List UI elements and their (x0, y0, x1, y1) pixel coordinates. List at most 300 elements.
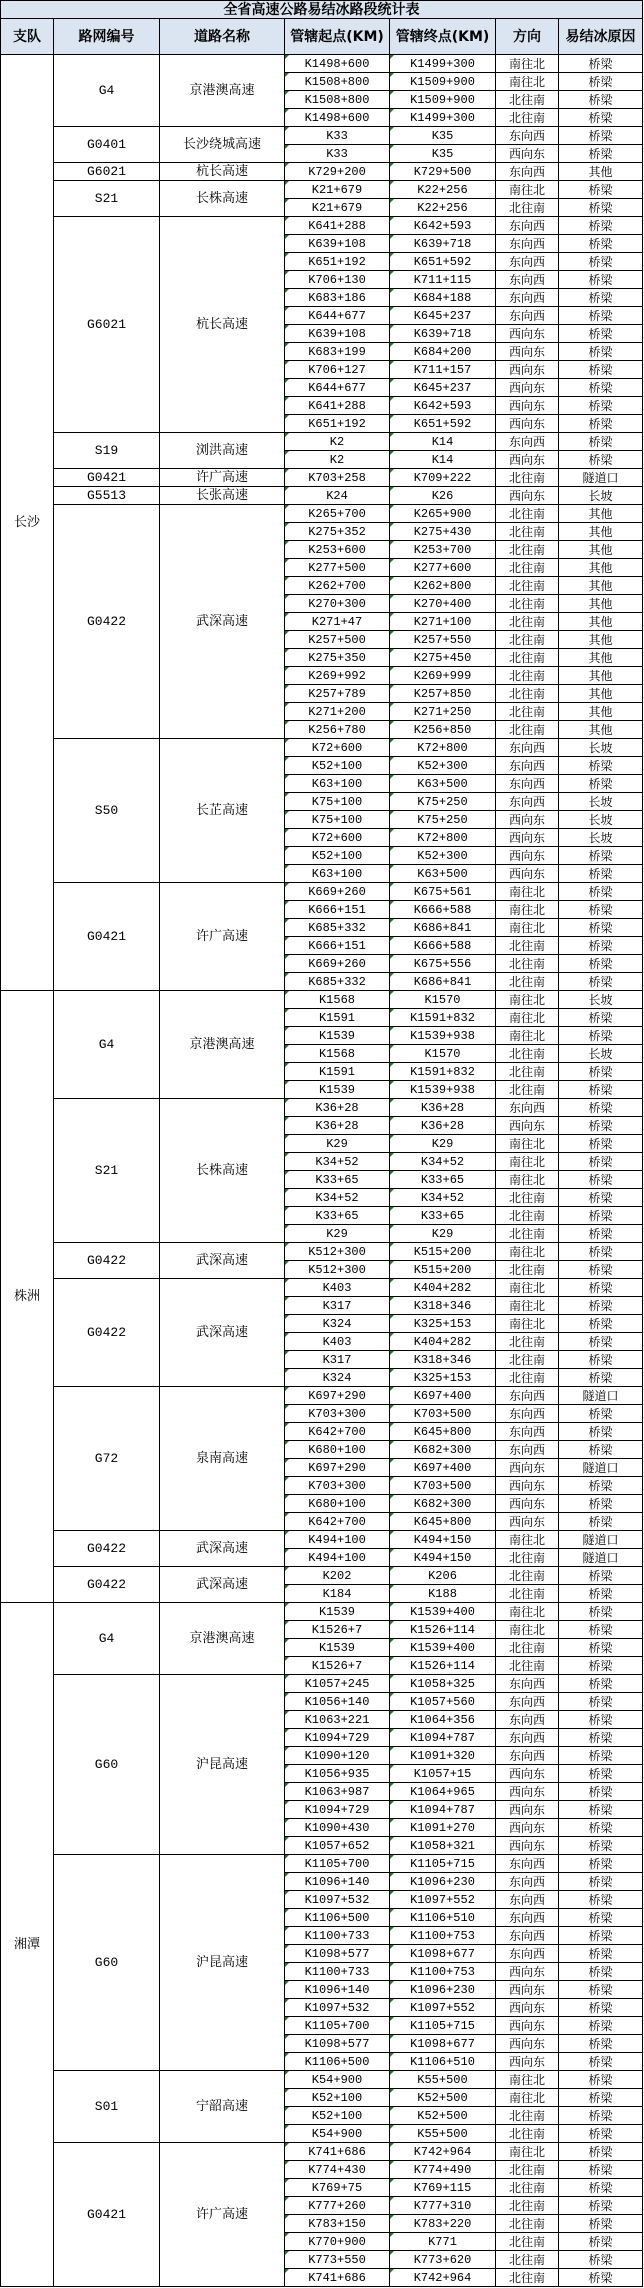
direction-cell: 东向西 (496, 1693, 559, 1711)
direction-cell: 东向西 (496, 1729, 559, 1747)
direction-cell: 西向东 (496, 397, 559, 415)
start-km-cell: K317 (285, 1297, 390, 1315)
icing-reason-cell: 桥梁 (559, 1261, 643, 1279)
direction-cell: 北往南 (496, 595, 559, 613)
detachment-cell: 湘潭 (1, 1603, 54, 2287)
direction-cell: 南往北 (496, 991, 559, 1009)
icing-reason-cell: 桥梁 (559, 973, 643, 991)
direction-cell: 北往南 (496, 721, 559, 739)
start-km-cell: K1498+600 (285, 109, 390, 127)
start-km-cell: K54+900 (285, 2071, 390, 2089)
icing-reason-cell: 桥梁 (559, 1891, 643, 1909)
icing-reason-cell: 桥梁 (559, 1477, 643, 1495)
icing-reason-cell: 桥梁 (559, 1981, 643, 1999)
icing-reason-cell: 桥梁 (559, 2107, 643, 2125)
direction-cell: 西向东 (496, 1999, 559, 2017)
start-km-cell: K1105+700 (285, 2017, 390, 2035)
direction-cell: 南往北 (496, 2089, 559, 2107)
icing-reason-cell: 桥梁 (559, 1585, 643, 1603)
direction-cell: 东向西 (496, 1891, 559, 1909)
start-km-cell: K1539 (285, 1639, 390, 1657)
icing-reason-cell: 其他 (559, 685, 643, 703)
start-km-cell: K275+350 (285, 649, 390, 667)
direction-cell: 北往南 (496, 2197, 559, 2215)
start-km-cell: K36+28 (285, 1099, 390, 1117)
start-km-cell: K703+300 (285, 1477, 390, 1495)
direction-cell: 北往南 (496, 1045, 559, 1063)
end-km-cell: K1539+938 (390, 1027, 496, 1045)
start-km-cell: K2 (285, 433, 390, 451)
direction-cell: 北往南 (496, 469, 559, 487)
start-km-cell: K21+679 (285, 199, 390, 217)
icing-reason-cell: 桥梁 (559, 181, 643, 199)
icing-reason-cell: 桥梁 (559, 1567, 643, 1585)
direction-cell: 西向东 (496, 1981, 559, 1999)
start-km-cell: K706+127 (285, 361, 390, 379)
end-km-cell: K703+500 (390, 1477, 496, 1495)
end-km-cell: K645+800 (390, 1513, 496, 1531)
header-route-code: 路网编号 (54, 19, 160, 55)
start-km-cell: K494+100 (285, 1531, 390, 1549)
icing-reason-cell: 其他 (559, 631, 643, 649)
end-km-cell: K1057+15 (390, 1765, 496, 1783)
route-code-cell: G0422 (54, 1531, 160, 1567)
start-km-cell: K63+100 (285, 775, 390, 793)
start-km-cell: K1063+987 (285, 1783, 390, 1801)
route-code-cell: G0422 (54, 1567, 160, 1603)
road-name-cell: 京港澳高速 (160, 55, 285, 127)
end-km-cell: K639+718 (390, 325, 496, 343)
direction-cell: 北往南 (496, 541, 559, 559)
road-name-cell: 武深高速 (160, 1531, 285, 1567)
end-km-cell: K1064+965 (390, 1783, 496, 1801)
icing-reason-cell: 桥梁 (559, 55, 643, 73)
icing-reason-cell: 桥梁 (559, 2161, 643, 2179)
end-km-cell: K1097+552 (390, 1999, 496, 2017)
end-km-cell: K1096+230 (390, 1873, 496, 1891)
start-km-cell: K741+686 (285, 2143, 390, 2161)
end-km-cell: K26 (390, 487, 496, 505)
direction-cell: 北往南 (496, 577, 559, 595)
end-km-cell: K325+153 (390, 1369, 496, 1387)
icing-reason-cell: 桥梁 (559, 1783, 643, 1801)
icing-reason-cell: 隧道口 (559, 1459, 643, 1477)
end-km-cell: K55+500 (390, 2125, 496, 2143)
start-km-cell: K1539 (285, 1603, 390, 1621)
direction-cell: 南往北 (496, 1621, 559, 1639)
start-km-cell: K72+600 (285, 829, 390, 847)
start-km-cell: K1106+500 (285, 2053, 390, 2071)
icing-reason-cell: 桥梁 (559, 2215, 643, 2233)
road-name-cell: 长株高速 (160, 1099, 285, 1243)
start-km-cell: K1100+733 (285, 1963, 390, 1981)
start-km-cell: K1097+532 (285, 1999, 390, 2017)
end-km-cell: K52+300 (390, 757, 496, 775)
road-name-cell: 京港澳高速 (160, 991, 285, 1099)
direction-cell: 东向西 (496, 1945, 559, 1963)
end-km-cell: K262+800 (390, 577, 496, 595)
end-km-cell: K52+500 (390, 2107, 496, 2125)
direction-cell: 东向西 (496, 757, 559, 775)
end-km-cell: K22+256 (390, 199, 496, 217)
start-km-cell: K666+151 (285, 901, 390, 919)
direction-cell: 南往北 (496, 181, 559, 199)
start-km-cell: K257+789 (285, 685, 390, 703)
start-km-cell: K729+200 (285, 163, 390, 181)
icing-reason-cell: 桥梁 (559, 1945, 643, 1963)
icing-reason-cell: 桥梁 (559, 1009, 643, 1027)
start-km-cell: K1094+729 (285, 1801, 390, 1819)
direction-cell: 北往南 (496, 109, 559, 127)
end-km-cell: K642+593 (390, 217, 496, 235)
route-code-cell: G72 (54, 1387, 160, 1531)
end-km-cell: K515+200 (390, 1243, 496, 1261)
header-start-km: 管辖起点(KM) (285, 19, 390, 55)
start-km-cell: K63+100 (285, 865, 390, 883)
icing-reason-cell: 桥梁 (559, 127, 643, 145)
end-km-cell: K686+841 (390, 973, 496, 991)
end-km-cell: K34+52 (390, 1189, 496, 1207)
end-km-cell: K325+153 (390, 1315, 496, 1333)
direction-cell: 南往北 (496, 1297, 559, 1315)
end-km-cell: K404+282 (390, 1279, 496, 1297)
start-km-cell: K257+500 (285, 631, 390, 649)
direction-cell: 北往南 (496, 2233, 559, 2251)
icing-reason-cell: 桥梁 (559, 2125, 643, 2143)
end-km-cell: K1094+787 (390, 1729, 496, 1747)
icing-reason-cell: 桥梁 (559, 253, 643, 271)
route-code-cell: G4 (54, 1603, 160, 1675)
start-km-cell: K683+186 (285, 289, 390, 307)
end-km-cell: K1091+320 (390, 1747, 496, 1765)
icing-reason-cell: 桥梁 (559, 1837, 643, 1855)
start-km-cell: K769+75 (285, 2179, 390, 2197)
direction-cell: 南往北 (496, 1009, 559, 1027)
start-km-cell: K697+290 (285, 1459, 390, 1477)
end-km-cell: K318+346 (390, 1351, 496, 1369)
road-name-cell: 长株高速 (160, 181, 285, 217)
icing-reason-cell: 桥梁 (559, 217, 643, 235)
road-name-cell: 长芷高速 (160, 739, 285, 883)
end-km-cell: K742+964 (390, 2269, 496, 2287)
start-km-cell: K33+65 (285, 1207, 390, 1225)
start-km-cell: K1090+120 (285, 1747, 390, 1765)
direction-cell: 东向西 (496, 289, 559, 307)
start-km-cell: K680+100 (285, 1441, 390, 1459)
icing-reason-cell: 桥梁 (559, 451, 643, 469)
direction-cell: 西向东 (496, 1477, 559, 1495)
direction-cell: 北往南 (496, 1585, 559, 1603)
end-km-cell: K777+310 (390, 2197, 496, 2215)
direction-cell: 北往南 (496, 703, 559, 721)
start-km-cell: K1539 (285, 1027, 390, 1045)
end-km-cell: K642+593 (390, 397, 496, 415)
direction-cell: 西向东 (496, 811, 559, 829)
end-km-cell: K1591+832 (390, 1009, 496, 1027)
start-km-cell: K52+100 (285, 757, 390, 775)
icing-reason-cell: 桥梁 (559, 1405, 643, 1423)
end-km-cell: K29 (390, 1135, 496, 1153)
end-km-cell: K1058+321 (390, 1837, 496, 1855)
icing-reason-cell: 其他 (559, 667, 643, 685)
direction-cell: 西向东 (496, 2017, 559, 2035)
end-km-cell: K1499+300 (390, 55, 496, 73)
end-km-cell: K75+250 (390, 793, 496, 811)
start-km-cell: K641+288 (285, 397, 390, 415)
header-end-km: 管辖终点(KM) (390, 19, 496, 55)
direction-cell: 东向西 (496, 127, 559, 145)
end-km-cell: K1539+400 (390, 1603, 496, 1621)
direction-cell: 北往南 (496, 2215, 559, 2233)
route-code-cell: G6021 (54, 217, 160, 433)
start-km-cell: K184 (285, 1585, 390, 1603)
direction-cell: 西向东 (496, 1819, 559, 1837)
road-name-cell: 京港澳高速 (160, 1603, 285, 1675)
icing-reason-cell: 桥梁 (559, 343, 643, 361)
start-km-cell: K1094+729 (285, 1729, 390, 1747)
direction-cell: 西向东 (496, 325, 559, 343)
end-km-cell: K271+250 (390, 703, 496, 721)
road-name-cell: 杭长高速 (160, 217, 285, 433)
route-code-cell: G0421 (54, 883, 160, 991)
icing-reason-cell: 其他 (559, 505, 643, 523)
icing-reason-cell: 桥梁 (559, 1369, 643, 1387)
icing-reason-cell: 桥梁 (559, 1315, 643, 1333)
icing-reason-cell: 其他 (559, 577, 643, 595)
direction-cell: 南往北 (496, 1603, 559, 1621)
icing-reason-cell: 隧道口 (559, 469, 643, 487)
end-km-cell: K1105+715 (390, 2017, 496, 2035)
direction-cell: 北往南 (496, 973, 559, 991)
icing-reason-cell: 桥梁 (559, 1063, 643, 1081)
direction-cell: 东向西 (496, 739, 559, 757)
road-name-cell: 长沙绕城高速 (160, 127, 285, 163)
end-km-cell: K1539+938 (390, 1081, 496, 1099)
end-km-cell: K1591+832 (390, 1063, 496, 1081)
direction-cell: 东向西 (496, 1927, 559, 1945)
end-km-cell: K1570 (390, 1045, 496, 1063)
end-km-cell: K404+282 (390, 1333, 496, 1351)
direction-cell: 北往南 (496, 613, 559, 631)
end-km-cell: K1094+787 (390, 1801, 496, 1819)
icing-reason-cell: 桥梁 (559, 901, 643, 919)
direction-cell: 北往南 (496, 1063, 559, 1081)
icing-reason-cell: 隧道口 (559, 1387, 643, 1405)
road-name-cell: 杭长高速 (160, 163, 285, 181)
direction-cell: 东向西 (496, 1423, 559, 1441)
icing-reason-cell: 桥梁 (559, 955, 643, 973)
end-km-cell: K1105+715 (390, 1855, 496, 1873)
direction-cell: 南往北 (496, 55, 559, 73)
start-km-cell: K642+700 (285, 1513, 390, 1531)
icing-reason-cell: 桥梁 (559, 271, 643, 289)
end-km-cell: K52+300 (390, 847, 496, 865)
start-km-cell: K669+260 (285, 955, 390, 973)
direction-cell: 南往北 (496, 1171, 559, 1189)
icing-reason-cell: 桥梁 (559, 1135, 643, 1153)
direction-cell: 东向西 (496, 271, 559, 289)
end-km-cell: K1058+325 (390, 1675, 496, 1693)
direction-cell: 东向西 (496, 1441, 559, 1459)
icing-reason-cell: 桥梁 (559, 1171, 643, 1189)
end-km-cell: K63+500 (390, 865, 496, 883)
icing-reason-cell: 桥梁 (559, 2017, 643, 2035)
end-km-cell: K651+592 (390, 253, 496, 271)
icing-reason-cell: 其他 (559, 721, 643, 739)
direction-cell: 东向西 (496, 163, 559, 181)
route-code-cell: G6021 (54, 163, 160, 181)
icing-reason-cell: 桥梁 (559, 1423, 643, 1441)
end-km-cell: K783+220 (390, 2215, 496, 2233)
end-km-cell: K709+222 (390, 469, 496, 487)
icing-reason-cell: 桥梁 (559, 937, 643, 955)
end-km-cell: K72+800 (390, 739, 496, 757)
end-km-cell: K1539+400 (390, 1639, 496, 1657)
start-km-cell: K1090+430 (285, 1819, 390, 1837)
end-km-cell: K682+300 (390, 1441, 496, 1459)
icing-reason-cell: 桥梁 (559, 1279, 643, 1297)
end-km-cell: K1526+114 (390, 1657, 496, 1675)
start-km-cell: K2 (285, 451, 390, 469)
direction-cell: 北往南 (496, 2251, 559, 2269)
start-km-cell: K641+288 (285, 217, 390, 235)
start-km-cell: K1098+577 (285, 1945, 390, 1963)
end-km-cell: K515+200 (390, 1261, 496, 1279)
icing-reason-cell: 桥梁 (559, 1927, 643, 1945)
direction-cell: 南往北 (496, 2143, 559, 2161)
detachment-cell: 株洲 (1, 991, 54, 1603)
road-name-cell: 许广高速 (160, 2143, 285, 2287)
direction-cell: 北往南 (496, 505, 559, 523)
direction-cell: 西向东 (496, 1783, 559, 1801)
end-km-cell: K35 (390, 145, 496, 163)
end-km-cell: K1064+356 (390, 1711, 496, 1729)
end-km-cell: K697+400 (390, 1459, 496, 1477)
icing-reason-cell: 桥梁 (559, 1801, 643, 1819)
direction-cell: 西向东 (496, 847, 559, 865)
end-km-cell: K711+115 (390, 271, 496, 289)
start-km-cell: K651+192 (285, 415, 390, 433)
end-km-cell: K277+600 (390, 559, 496, 577)
icing-reason-cell: 桥梁 (559, 397, 643, 415)
direction-cell: 东向西 (496, 1675, 559, 1693)
end-km-cell: K271+100 (390, 613, 496, 631)
icing-reason-cell: 桥梁 (559, 1819, 643, 1837)
direction-cell: 东向西 (496, 433, 559, 451)
start-km-cell: K324 (285, 1369, 390, 1387)
end-km-cell: K666+588 (390, 901, 496, 919)
direction-cell: 北往南 (496, 2125, 559, 2143)
start-km-cell: K512+300 (285, 1261, 390, 1279)
end-km-cell: K742+964 (390, 2143, 496, 2161)
icing-reason-cell: 桥梁 (559, 2089, 643, 2107)
end-km-cell: K253+700 (390, 541, 496, 559)
start-km-cell: K262+700 (285, 577, 390, 595)
direction-cell: 西向东 (496, 865, 559, 883)
end-km-cell: K256+850 (390, 721, 496, 739)
icing-reason-cell: 桥梁 (559, 1693, 643, 1711)
direction-cell: 南往北 (496, 73, 559, 91)
end-km-cell: K1526+114 (390, 1621, 496, 1639)
icing-reason-cell: 桥梁 (559, 1603, 643, 1621)
end-km-cell: K257+850 (390, 685, 496, 703)
end-km-cell: K769+115 (390, 2179, 496, 2197)
direction-cell: 北往南 (496, 2107, 559, 2125)
end-km-cell: K1097+552 (390, 1891, 496, 1909)
direction-cell: 北往南 (496, 1333, 559, 1351)
road-name-cell: 宁韶高速 (160, 2071, 285, 2143)
end-km-cell: K34+52 (390, 1153, 496, 1171)
start-km-cell: K271+200 (285, 703, 390, 721)
icing-reason-cell: 桥梁 (559, 1099, 643, 1117)
direction-cell: 北往南 (496, 2179, 559, 2197)
route-code-cell: G0422 (54, 1243, 160, 1279)
start-km-cell: K75+100 (285, 811, 390, 829)
icing-reason-cell: 桥梁 (559, 91, 643, 109)
icing-reason-cell: 桥梁 (559, 1351, 643, 1369)
table-title: 全省高速公路易结冰路段统计表 (1, 1, 643, 19)
end-km-cell: K729+500 (390, 163, 496, 181)
end-km-cell: K1057+560 (390, 1693, 496, 1711)
start-km-cell: K639+108 (285, 235, 390, 253)
direction-cell: 南往北 (496, 901, 559, 919)
icing-reason-cell: 桥梁 (559, 1117, 643, 1135)
start-km-cell: K770+900 (285, 2233, 390, 2251)
end-km-cell: K206 (390, 1567, 496, 1585)
end-km-cell: K773+620 (390, 2251, 496, 2269)
start-km-cell: K680+100 (285, 1495, 390, 1513)
icing-reason-cell: 其他 (559, 559, 643, 577)
direction-cell: 西向东 (496, 1801, 559, 1819)
icing-reason-cell: 桥梁 (559, 145, 643, 163)
start-km-cell: K277+500 (285, 559, 390, 577)
end-km-cell: K645+237 (390, 379, 496, 397)
start-km-cell: K253+600 (285, 541, 390, 559)
direction-cell: 北往南 (496, 1639, 559, 1657)
direction-cell: 西向东 (496, 1837, 559, 1855)
start-km-cell: K265+700 (285, 505, 390, 523)
icing-reason-cell: 桥梁 (559, 847, 643, 865)
icing-reason-cell: 桥梁 (559, 1207, 643, 1225)
end-km-cell: K1096+230 (390, 1981, 496, 1999)
icing-reason-cell: 桥梁 (559, 1441, 643, 1459)
end-km-cell: K1499+300 (390, 109, 496, 127)
icing-reason-cell: 桥梁 (559, 109, 643, 127)
road-name-cell: 浏洪高速 (160, 433, 285, 469)
end-km-cell: K36+28 (390, 1099, 496, 1117)
direction-cell: 南往北 (496, 1135, 559, 1153)
road-name-cell: 长张高速 (160, 487, 285, 505)
end-km-cell: K275+430 (390, 523, 496, 541)
end-km-cell: K22+256 (390, 181, 496, 199)
route-code-cell: G0421 (54, 2143, 160, 2287)
start-km-cell: K741+686 (285, 2269, 390, 2287)
start-km-cell: K512+300 (285, 1243, 390, 1261)
direction-cell: 北往南 (496, 1567, 559, 1585)
start-km-cell: K703+300 (285, 1405, 390, 1423)
direction-cell: 东向西 (496, 793, 559, 811)
direction-cell: 东向西 (496, 307, 559, 325)
end-km-cell: K188 (390, 1585, 496, 1603)
end-km-cell: K684+188 (390, 289, 496, 307)
end-km-cell: K1100+753 (390, 1927, 496, 1945)
end-km-cell: K771 (390, 2233, 496, 2251)
end-km-cell: K270+400 (390, 595, 496, 613)
route-code-cell: S21 (54, 1099, 160, 1243)
icing-reason-cell: 桥梁 (559, 2269, 643, 2287)
icing-reason-cell: 桥梁 (559, 1243, 643, 1261)
start-km-cell: K773+550 (285, 2251, 390, 2269)
